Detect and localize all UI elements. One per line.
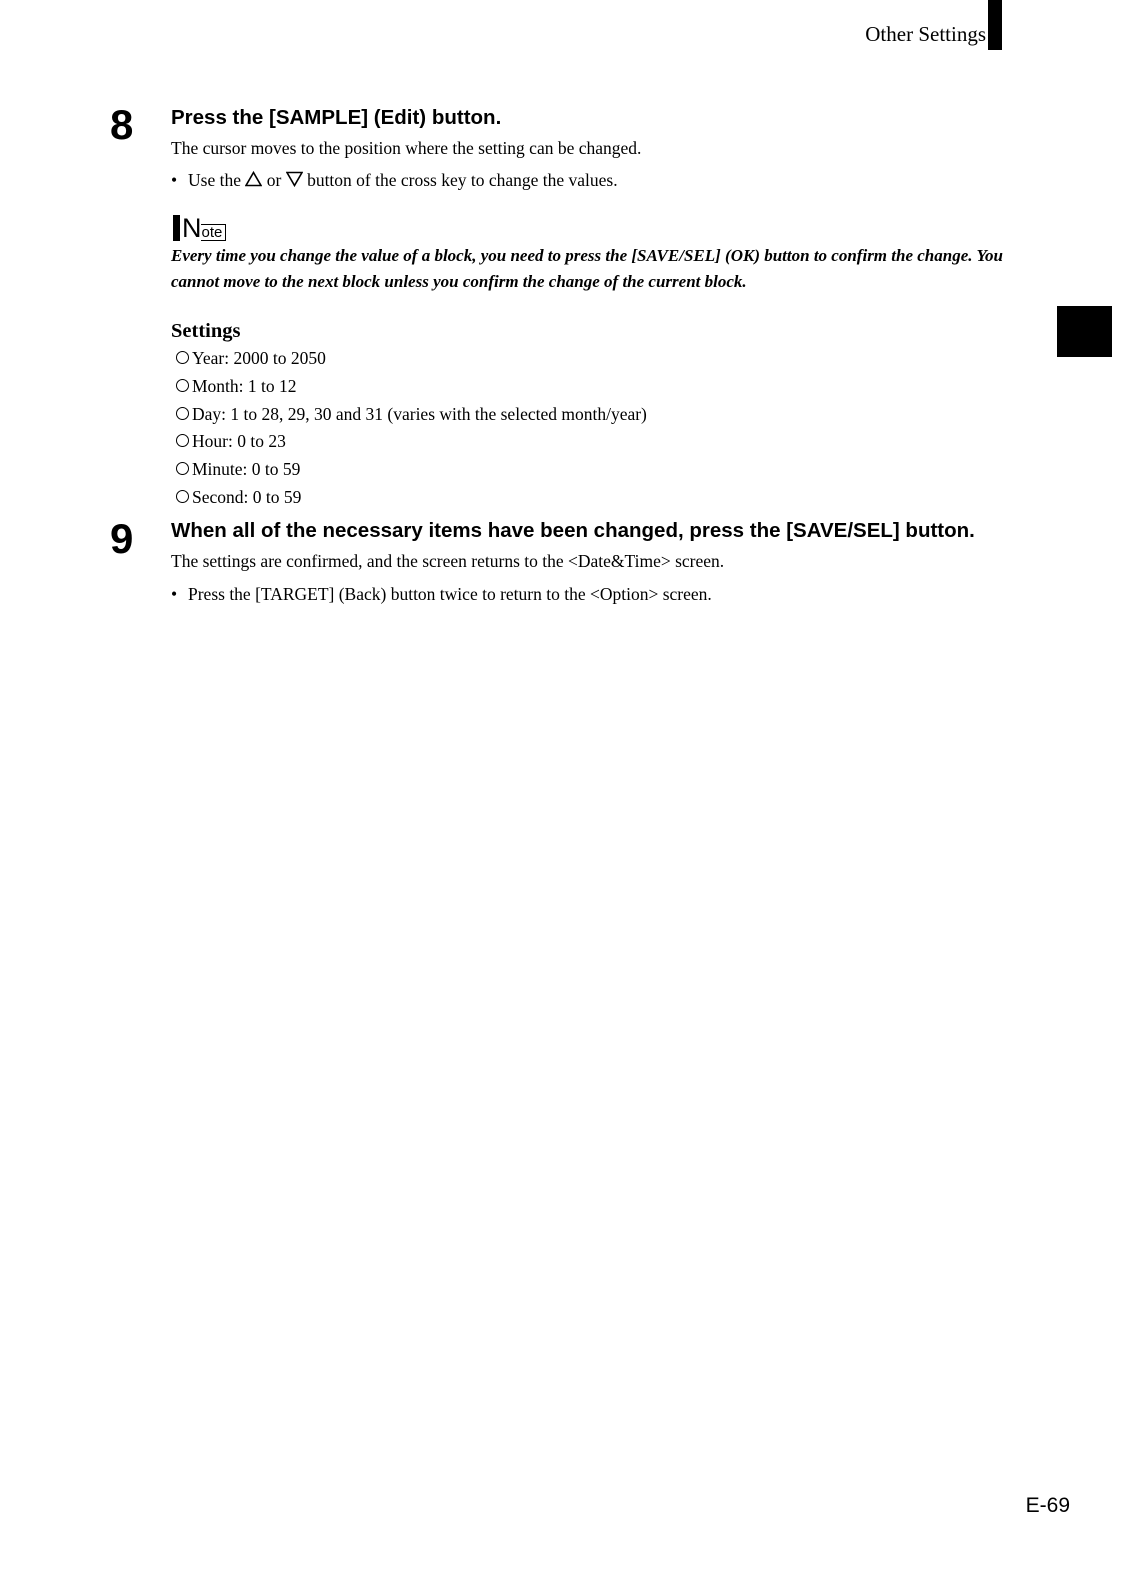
settings-item-hour	[176, 429, 647, 457]
settings-item-text: Second: 0 to 59	[192, 486, 302, 507]
step-9-description: The settings are confirmed, and the screen returns to the <Date&Time> screen.	[171, 551, 725, 571]
bullet-suffix: button of the cross key to change the values.	[307, 170, 618, 190]
note-text: Every time you change the value of a block, you need to press the [SAVE/SEL] (OK) button to confirm the change. You cannot move to the next block unless you confirm the change of the current block.	[171, 246, 1003, 291]
settings-item-year	[176, 346, 647, 374]
bullet-dot: •	[171, 170, 178, 190]
note-label-big: N	[182, 213, 202, 243]
settings-item-month	[176, 374, 647, 402]
circle-bullet-icon	[176, 379, 189, 392]
settings-heading: Settings	[171, 320, 241, 342]
step-9-title: When all of the necessary items have been changed, press the [SAVE/SEL] button.	[171, 519, 975, 542]
triangle-down-icon	[286, 171, 303, 192]
note-badge-bar	[173, 215, 180, 241]
settings-item-text: Month: 1 to 12	[192, 375, 297, 396]
step-8-description: The cursor moves to the position where the setting can be changed.	[171, 138, 642, 158]
chapter-thumb-tab	[1057, 306, 1112, 357]
settings-item-text: Hour: 0 to 23	[192, 431, 286, 452]
step-8-number: 8	[110, 101, 133, 148]
header-marker-bar	[988, 0, 1002, 50]
step-9-bullet-text: Press the [TARGET] (Back) button twice to return to the <Option> screen.	[188, 584, 712, 604]
bullet-prefix: Use the	[188, 170, 241, 190]
circle-bullet-icon	[176, 490, 189, 503]
settings-item-text: Minute: 0 to 59	[192, 459, 301, 480]
circle-bullet-icon	[176, 351, 189, 364]
triangle-up-icon	[245, 171, 262, 192]
step-8-title: Press the [SAMPLE] (Edit) button.	[171, 106, 502, 129]
page-number: E-69	[1025, 1494, 1070, 1517]
note-badge	[173, 213, 226, 241]
header-section-title: Other Settings	[865, 22, 986, 46]
note-label-small: ote	[201, 224, 227, 241]
circle-bullet-icon	[176, 407, 189, 420]
circle-bullet-icon	[176, 462, 189, 475]
settings-list	[176, 346, 647, 513]
step-8-bullet	[171, 170, 618, 192]
settings-item-day	[176, 402, 647, 430]
circle-bullet-icon	[176, 434, 189, 447]
step-9-bullet	[171, 584, 712, 605]
settings-item-text: Year: 2000 to 2050	[192, 348, 326, 368]
settings-item-text: Day: 1 to 28, 29, 30 and 31 (varies with the selected month/year)	[192, 403, 647, 424]
settings-item-second	[176, 485, 647, 513]
bullet-dot: •	[171, 584, 178, 604]
settings-item-minute	[176, 457, 647, 485]
step-9-number: 9	[110, 515, 133, 562]
bullet-or: or	[266, 170, 282, 190]
